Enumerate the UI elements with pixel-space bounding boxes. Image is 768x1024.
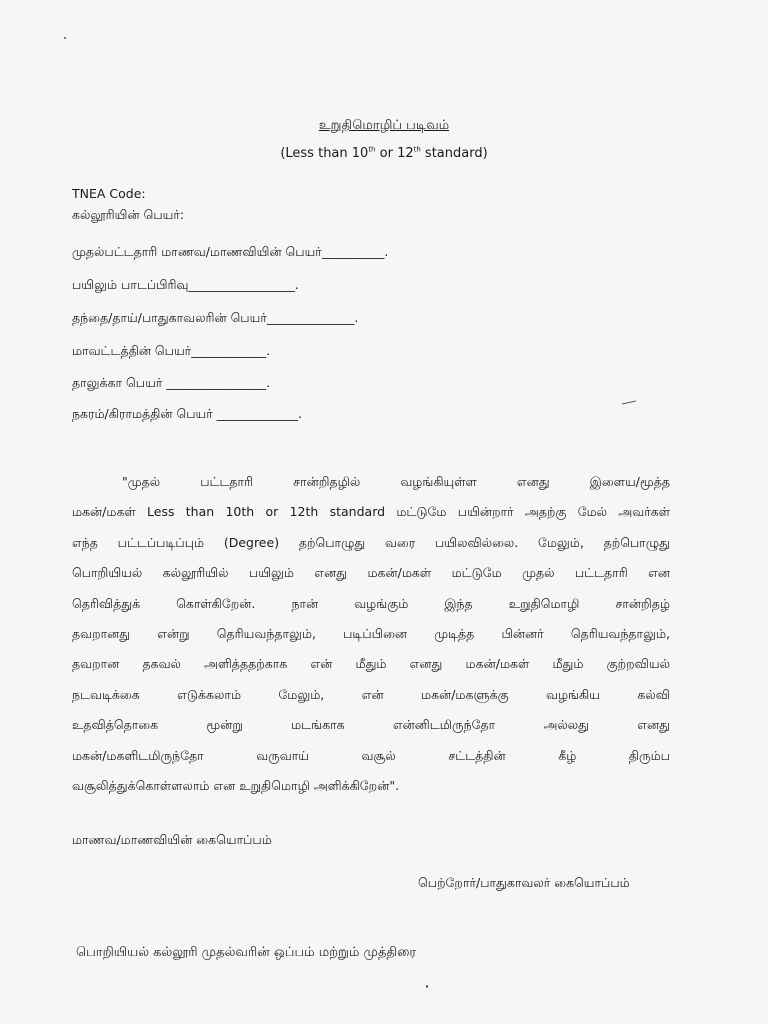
field-taluk: தாலுக்கா பெயர் ________________.	[72, 375, 271, 390]
field-town-village: நகரம்/கிராமத்தின் பெயர் _____________.	[72, 406, 302, 421]
field-district: மாவட்டத்தின் பெயர்____________.	[72, 343, 271, 358]
student-signature-label: மாணவ/மாணவியின் கையொப்பம்	[72, 832, 272, 847]
scan-mark	[622, 401, 636, 405]
declaration-line: எந்த பட்டப்படிப்பும் (Degree) தற்பொழுது வரை பயிலவில்லை. மேலும், தற்பொழுது	[72, 534, 670, 550]
field-course: பயிலும் பாடப்பிரிவு_________________.	[72, 277, 299, 292]
declaration-line: மகன்/மகள் Less than 10th or 12th standard மட்டுமே பயின்றார் அதற்கு மேல் அவர்கள்	[72, 504, 670, 520]
subtitle-sup-2: th	[413, 145, 421, 154]
declaration-line: தவறான தகவல் அளித்ததற்காக என் மீதும் எனது மகன்/மகள் மீதும் குற்றவியல்	[72, 656, 670, 672]
page-title: உறுதிமொழிப் படிவம்	[318, 118, 450, 133]
parent-signature-label: பெற்றோர்/பாதுகாவலர் கையொப்பம்	[418, 875, 630, 890]
scan-speck	[64, 37, 66, 39]
declaration-line: "முதல் பட்டதாரி சான்றிதழில் வழங்கியுள்ள எனது இளைய/மூத்த	[122, 474, 670, 489]
declaration-paragraph	[72, 467, 670, 801]
college-name-label: கல்லூரியின் பெயர்:	[72, 207, 185, 222]
declaration-line: உதவித்தொகை மூன்று மடங்காக என்னிடமிருந்தோ அல்லது எனது	[72, 717, 670, 733]
field-guardian-name: தந்தை/தாய்/பாதுகாவலரின் பெயர்______________.	[72, 310, 359, 325]
declaration-line: பொறியியல் கல்லூரியில் பயிலும் எனது மகன்/மகள் மட்டுமே முதல் பட்டதாரி என	[72, 565, 670, 581]
tnea-code-label: TNEA Code:	[72, 186, 146, 201]
scan-speck	[426, 985, 428, 988]
declaration-line: நடவடிக்கை எடுக்கலாம் மேலும், என் மகன்/மகளுக்கு வழங்கிய கல்வி	[72, 686, 670, 702]
declaration-line: வசூலித்துக்கொள்ளலாம் என உறுதிமொழி அளிக்கிறேன்".	[72, 777, 400, 793]
page-subtitle	[0, 146, 768, 161]
declaration-line: தெரிவித்துக் கொள்கிறேன். நான் வழங்கும் இந்த உறுதிமொழி சான்றிதழ்	[72, 595, 670, 611]
subtitle-prefix: (Less than 10	[280, 146, 369, 161]
field-student-name: முதல்பட்டதாரி மாணவ/மாணவியின் பெயர்__________.	[72, 244, 389, 259]
subtitle-suffix: standard)	[420, 146, 488, 161]
declaration-line: மகன்/மகளிடமிருந்தோ வருவாய் வசூல் சட்டத்தின் கீழ் திரும்ப	[72, 747, 670, 763]
declaration-line: தவறானது என்று தெரியவந்தாலும், படிப்பினை முடித்த பின்னர் தெரியவந்தாலும்,	[72, 625, 670, 641]
subtitle-mid: or 12	[375, 146, 414, 161]
principal-seal-label: பொறியியல் கல்லூரி முதல்வரின் ஒப்பம் மற்றும் முத்திரை	[76, 945, 417, 960]
subtitle-sup-1: th	[368, 145, 376, 154]
